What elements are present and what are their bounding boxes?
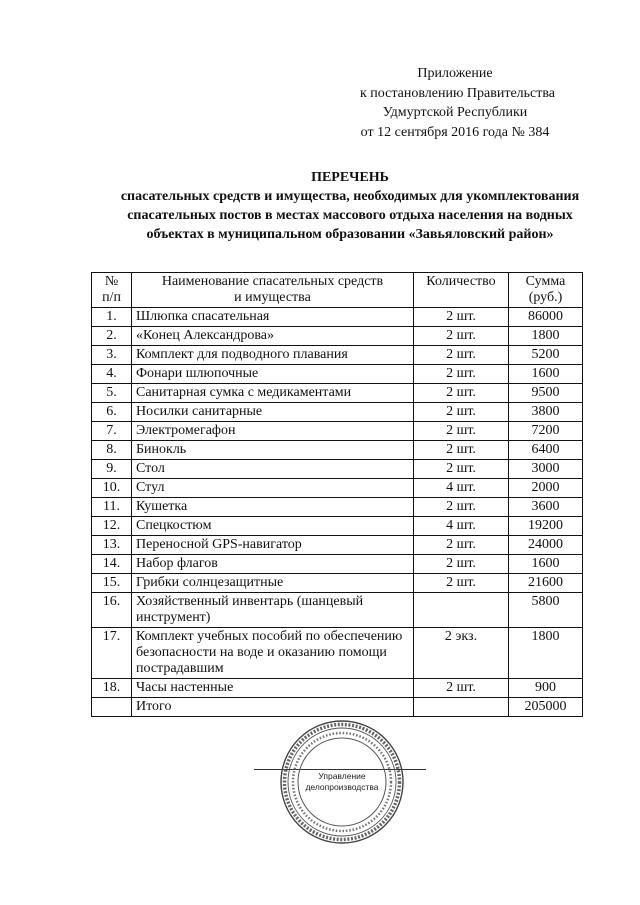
row-sum: 5200 — [509, 346, 583, 365]
row-sum: 3000 — [509, 460, 583, 479]
total-label: Итого — [132, 698, 414, 717]
row-num: 1. — [92, 308, 132, 327]
row-sum: 1600 — [509, 555, 583, 574]
row-num: 7. — [92, 422, 132, 441]
table-header-row — [92, 273, 583, 308]
title-line: объектах в муниципальном образовании «Завьяловский район» — [146, 227, 554, 242]
row-name: Электромегафон — [132, 422, 414, 441]
table-row — [92, 403, 583, 422]
header-qty: Количество — [414, 273, 509, 308]
total-num-cell — [92, 698, 132, 717]
row-num: 16. — [92, 593, 132, 628]
row-sum: 1800 — [509, 628, 583, 679]
row-name: Шлюпка спасательная — [132, 308, 414, 327]
table-row — [92, 593, 583, 628]
row-name: Фонари шлюпочные — [132, 365, 414, 384]
row-name: Часы настенные — [132, 679, 414, 698]
row-name: Стул — [132, 479, 414, 498]
official-seal-icon — [278, 718, 406, 846]
row-sum: 7200 — [509, 422, 583, 441]
row-name: Бинокль — [132, 441, 414, 460]
row-num: 12. — [92, 517, 132, 536]
document-title — [90, 168, 610, 244]
table-row — [92, 574, 583, 593]
row-sum: 3600 — [509, 498, 583, 517]
table-row — [92, 479, 583, 498]
row-num: 6. — [92, 403, 132, 422]
table-row — [92, 536, 583, 555]
row-num: 3. — [92, 346, 132, 365]
row-qty: 2 шт. — [414, 498, 509, 517]
table-row — [92, 308, 583, 327]
table-row — [92, 365, 583, 384]
row-name: Переносной GPS-навигатор — [132, 536, 414, 555]
row-qty: 4 шт. — [414, 479, 509, 498]
row-name: Кушетка — [132, 498, 414, 517]
row-qty: 2 шт. — [414, 555, 509, 574]
row-sum: 21600 — [509, 574, 583, 593]
header-num: № п/п — [92, 273, 132, 308]
row-name: Набор флагов — [132, 555, 414, 574]
row-name: Носилки санитарные — [132, 403, 414, 422]
row-name: Грибки солнцезащитные — [132, 574, 414, 593]
header-sum: Сумма (руб.) — [509, 273, 583, 308]
row-name: Санитарная сумка с медикаментами — [132, 384, 414, 403]
row-sum: 9500 — [509, 384, 583, 403]
row-qty: 2 экз. — [414, 628, 509, 679]
row-qty: 4 шт. — [414, 517, 509, 536]
total-row — [92, 698, 583, 717]
table-row — [92, 441, 583, 460]
row-qty: 2 шт. — [414, 536, 509, 555]
row-sum: 900 — [509, 679, 583, 698]
row-qty: 2 шт. — [414, 327, 509, 346]
row-qty: 2 шт. — [414, 679, 509, 698]
row-num: 5. — [92, 384, 132, 403]
appendix-line: к постановлению Правительства — [360, 85, 556, 101]
table-row — [92, 517, 583, 536]
row-qty: 2 шт. — [414, 422, 509, 441]
table-row — [92, 460, 583, 479]
row-qty: 2 шт. — [414, 441, 509, 460]
table-row — [92, 679, 583, 698]
row-qty — [414, 593, 509, 628]
total-qty-cell — [414, 698, 509, 717]
appendix-line: Приложение — [417, 66, 493, 81]
row-sum: 2000 — [509, 479, 583, 498]
title-line: спасательных постов в местах массового отдыха населения на водных — [127, 208, 573, 223]
seal-center-line: делопроизводства — [305, 782, 379, 792]
table-row — [92, 327, 583, 346]
row-num: 13. — [92, 536, 132, 555]
row-num: 18. — [92, 679, 132, 698]
table-row — [92, 555, 583, 574]
row-sum: 1800 — [509, 327, 583, 346]
table-row — [92, 498, 583, 517]
row-qty: 2 шт. — [414, 308, 509, 327]
row-name: Спецкостюм — [132, 517, 414, 536]
table-row — [92, 346, 583, 365]
row-num: 17. — [92, 628, 132, 679]
row-sum: 6400 — [509, 441, 583, 460]
row-qty: 2 шт. — [414, 384, 509, 403]
table-row — [92, 422, 583, 441]
row-num: 4. — [92, 365, 132, 384]
row-sum: 19200 — [509, 517, 583, 536]
items-table — [91, 272, 583, 717]
table-row — [92, 628, 583, 679]
row-sum: 86000 — [509, 308, 583, 327]
row-num: 9. — [92, 460, 132, 479]
appendix-line: от 12 сентября 2016 года № 384 — [360, 124, 550, 140]
title-line: спасательных средств и имущества, необходимых для укомплектования — [120, 189, 580, 204]
row-num: 14. — [92, 555, 132, 574]
appendix-block — [360, 64, 556, 142]
row-qty: 2 шт. — [414, 460, 509, 479]
row-sum: 24000 — [509, 536, 583, 555]
row-qty: 2 шт. — [414, 346, 509, 365]
row-qty: 2 шт. — [414, 365, 509, 384]
total-sum: 205000 — [509, 698, 583, 717]
row-num: 15. — [92, 574, 132, 593]
row-num: 11. — [92, 498, 132, 517]
row-name: «Конец Александрова» — [132, 327, 414, 346]
row-qty: 2 шт. — [414, 403, 509, 422]
row-sum: 3800 — [509, 403, 583, 422]
seal-center-line: Управление — [318, 771, 366, 781]
appendix-line: Удмуртской Республики — [382, 105, 528, 120]
row-name: Комплект для подводного плавания — [132, 346, 414, 365]
row-num: 10. — [92, 479, 132, 498]
row-sum: 1600 — [509, 365, 583, 384]
header-name: Наименование спасательных средств и имущества — [132, 273, 414, 308]
row-num: 2. — [92, 327, 132, 346]
row-sum: 5800 — [509, 593, 583, 628]
row-qty: 2 шт. — [414, 574, 509, 593]
row-num: 8. — [92, 441, 132, 460]
title-heading: ПЕРЕЧЕНЬ — [311, 170, 389, 185]
row-name: Стол — [132, 460, 414, 479]
row-name: Комплект учебных пособий по обеспечению безопасности на воде и оказанию помощи пострадавшим — [132, 628, 414, 679]
table-row — [92, 384, 583, 403]
row-name: Хозяйственный инвентарь (шанцевый инструмент) — [132, 593, 414, 628]
